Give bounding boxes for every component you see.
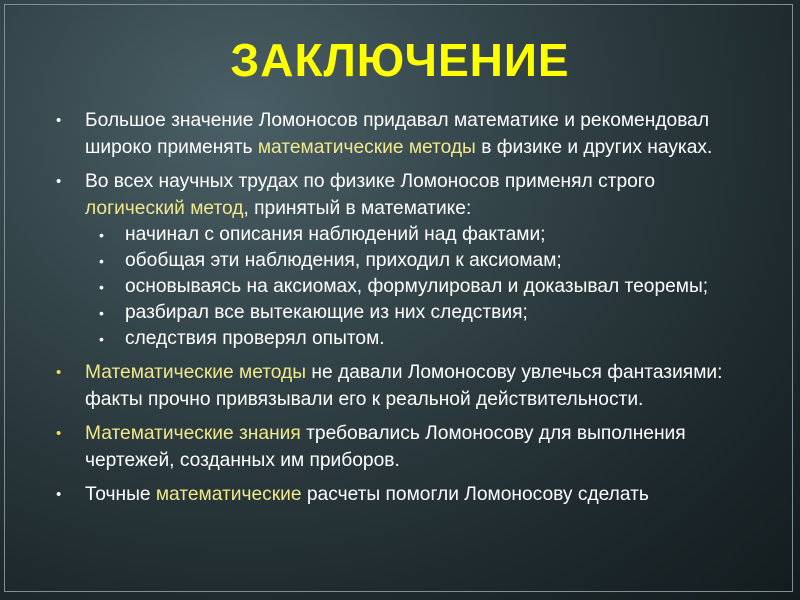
bullet-3: [56, 360, 746, 413]
bullet-dot-icon: •: [56, 364, 62, 381]
bullet-5: [56, 482, 746, 509]
bullet-1-text-end: в физике и других науках.: [475, 136, 713, 158]
bullet-1: [56, 108, 746, 161]
method-steps-list: [56, 222, 746, 352]
bullet-dot-icon: •: [56, 486, 62, 503]
sub-bullet-dot-icon: •: [99, 305, 104, 321]
bullet-5-text-end: расчеты помогли Ломоносову сделать: [301, 484, 649, 505]
bullet-dot-icon: •: [56, 173, 62, 190]
bullet-4: [56, 421, 746, 474]
sub-bullet-dot-icon: •: [99, 279, 104, 295]
bullet-2-text-end: , принятый в математике:: [243, 197, 472, 219]
method-step-2-text: обобщая эти наблюдения, приходил к аксиомам;: [125, 250, 562, 271]
sub-bullet-dot-icon: •: [99, 331, 104, 347]
sub-bullet-dot-icon: •: [99, 253, 104, 269]
bullet-3-highlight: Математические методы: [85, 362, 307, 383]
method-step-5-text: следствия проверял опытом.: [125, 328, 385, 349]
bullet-2: [56, 169, 746, 222]
method-step-1: [85, 222, 746, 248]
bullet-2-text: Во всех научных трудах по физике Ломоносов применял строго: [85, 171, 656, 192]
bullet-2-highlight: логический метод: [85, 197, 244, 219]
bullet-3-text: не давали Ломоносову увлечься фантазиями: факты прочно привязывали его к реальной действительности.: [85, 362, 723, 410]
method-step-5: [85, 326, 746, 352]
bullet-1-highlight: математические методы: [257, 136, 476, 158]
bullet-1-text: Большое значение Ломоносов придавал математике и рекомендовал широко применять: [85, 110, 710, 158]
sub-bullet-dot-icon: •: [99, 227, 104, 243]
bullet-dot-icon: •: [56, 425, 62, 442]
method-step-4-text: разбирал все вытекающие из них следствия;: [125, 302, 528, 323]
method-step-1-text: начинал с описания наблюдений над фактами;: [125, 224, 546, 245]
bullet-4-text: требовались Ломоносову для выполнения чертежей, созданных им приборов.: [85, 423, 686, 471]
bullet-4-highlight: Математические знания: [85, 423, 301, 444]
bullet-dot-icon: •: [56, 112, 62, 129]
method-step-3-text: основываясь на аксиомах, формулировал и доказывал теоремы;: [125, 276, 709, 297]
slide-content: [56, 108, 746, 517]
method-step-2: [85, 248, 746, 274]
bullet-5-highlight: математические: [155, 484, 302, 505]
method-step-4: [85, 300, 746, 326]
method-step-3: [85, 274, 746, 300]
bullet-5-text: Точные: [85, 484, 156, 505]
slide-title: ЗАКЛЮЧЕНИЕ: [230, 34, 570, 86]
